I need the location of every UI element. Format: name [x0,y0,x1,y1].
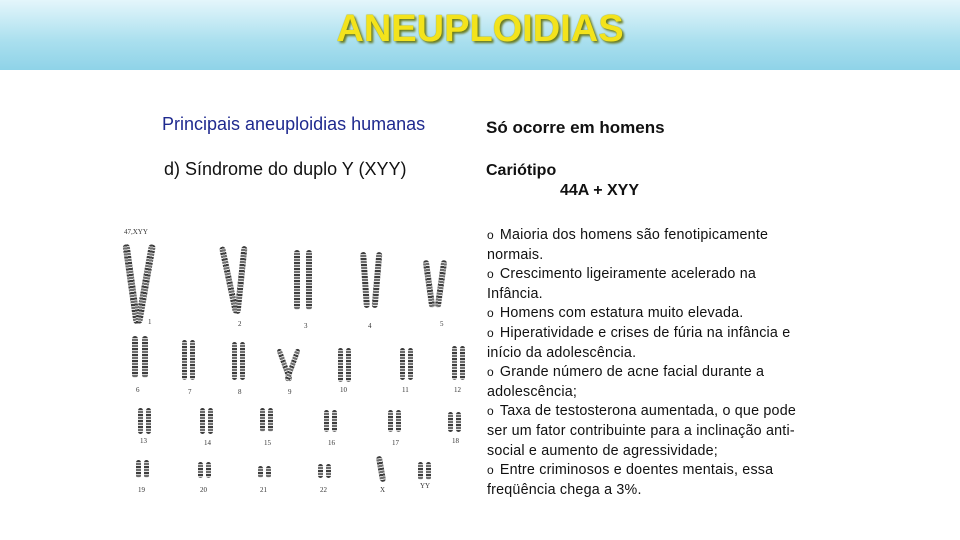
note-only-men: Só ocorre em homens [486,118,665,137]
chromosome [240,342,245,380]
chromosome [324,410,329,432]
chromosome [144,460,149,478]
chromosome [232,342,237,380]
chromosome [332,410,337,432]
chromosome-number: 6 [136,386,140,394]
chromosome-number: 16 [328,439,335,447]
chromosome [136,460,141,478]
chromosome [372,252,383,308]
chromosome [132,336,138,378]
chromosome [435,260,448,308]
cariotipo-formula: 44A + XYY [560,182,640,199]
chromosome [135,244,156,324]
chromosome [182,340,187,380]
chromosome [318,464,323,478]
cariotipo-label: Cariótipo [486,162,557,179]
chromosome-number: 22 [320,486,327,494]
chromosome-number: X [380,486,386,494]
bullet-item: o Crescimento ligeiramente acelerado na Infância. [487,266,757,302]
chromosome [146,408,151,434]
chromosome [460,346,465,380]
chromosome [142,336,148,378]
bullet-item: o Grande número de acne facial durante a adolescência; [487,364,765,400]
chromosome-number: 17 [392,439,399,447]
chromosome [388,410,393,432]
chromosome-number: 7 [188,388,192,396]
chromosome [266,466,271,478]
bullet-item: o Taxa de testosterona aumentada, o que pode ser um fator contribuinte para a inclinação anti-social e aumento de agressividade; [487,403,797,459]
chromosome [346,348,351,382]
chromosome-number: 19 [138,486,145,494]
chromosome [408,348,413,380]
chromosome-number: 15 [264,439,271,447]
chromosome [258,466,263,478]
chromosome [208,408,213,434]
chromosome-number: 10 [340,386,347,394]
chromosome [452,346,457,380]
chromosome-x [376,456,386,483]
chromosome-y [418,462,423,480]
chromosome [338,348,343,382]
chromosome [190,340,195,380]
chromosome [206,462,211,478]
chromosome [306,250,312,310]
chromosome-number: 4 [368,322,372,330]
chromosome [234,246,247,314]
chromosome-number: 9 [288,388,292,396]
chromosome [448,412,453,432]
chromosome-number: 1 [148,318,152,326]
bullet-item: o Homens com estatura muito elevada. [487,305,744,322]
karyotype-label: 47,XYY [124,228,148,236]
bullet-list [487,226,807,500]
slide-title: ANEUPLOIDIAS [336,8,624,50]
chromosome-number: 18 [452,437,459,445]
chromosome [260,408,265,432]
chromosome [396,410,401,432]
chromosome [326,464,331,478]
bullet-item: o Maioria dos homens são fenotipicamente normais. [487,227,769,263]
chromosome-number: 13 [140,437,147,445]
chromosome-number: 14 [204,439,211,447]
chromosome [138,408,143,434]
chromosome-y [426,462,431,480]
bullet-item: o Hiperatividade e crises de fúria na infância e início da adolescência. [487,324,791,361]
chromosome [268,408,273,432]
bullet-item: o Entre criminosos e doentes mentais, essa freqüência chega a 3%. [487,462,774,498]
chromosome-number: 20 [200,486,207,494]
chromosome-number: 2 [238,320,242,328]
chromosome-number: 12 [454,386,461,394]
chromosome [400,348,405,380]
chromosome [423,260,436,308]
chromosome [200,408,205,434]
subtitle: Principais aneuploidias humanas [162,114,426,134]
chromosome-number: 11 [402,386,409,394]
chromosome-number: 5 [440,320,444,328]
chromosome-number: 21 [260,486,267,494]
chromosome-number: YY [420,482,431,490]
chromosome [198,462,203,478]
karyotype-image [110,224,480,496]
syndrome-item: d) Síndrome do duplo Y (XYY) [164,159,407,179]
chromosome [294,250,300,310]
chromosome-number: 8 [238,388,242,396]
chromosome-number: 3 [304,322,308,330]
chromosome [456,412,461,432]
chromosome [360,252,370,308]
